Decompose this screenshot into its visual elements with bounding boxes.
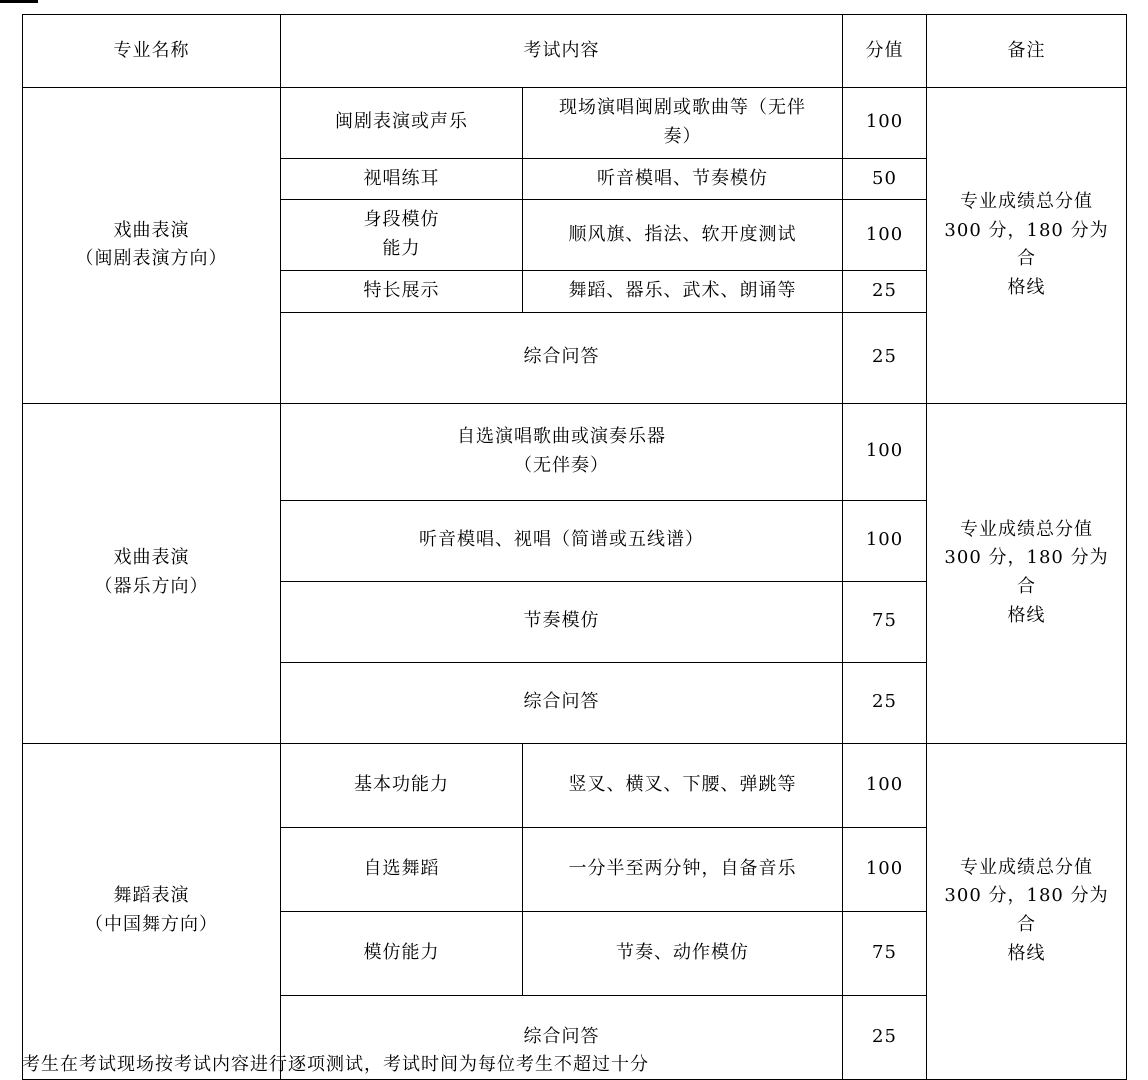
remark-line-2: 300 分，180 分为合 xyxy=(944,219,1109,270)
exam-detail-merged xyxy=(281,403,843,500)
table-header-row xyxy=(23,15,1127,88)
score-value: 100 xyxy=(843,88,927,159)
score-value: 75 xyxy=(843,911,927,995)
detail-line-2: 奏） xyxy=(663,125,702,147)
top-rule-mark xyxy=(0,0,38,3)
table-row xyxy=(23,743,1127,827)
detail-line-1: 自选演唱歌曲或演奏乐器 xyxy=(457,425,666,447)
exam-detail-merged: 综合问答 xyxy=(281,662,843,743)
header-content: 考试内容 xyxy=(281,15,843,88)
score-value: 100 xyxy=(843,743,927,827)
exam-detail-merged: 综合问答 xyxy=(281,995,843,1079)
exam-detail: 竖叉、横叉、下腰、弹跳等 xyxy=(523,743,843,827)
detail-line-1: 现场演唱闽剧或歌曲等（无伴 xyxy=(559,97,806,118)
remark-group3 xyxy=(927,743,1127,1079)
score-value: 100 xyxy=(843,403,927,500)
exam-detail-merged: 综合问答 xyxy=(281,312,843,403)
major-name-group2 xyxy=(23,403,281,743)
exam-detail-merged: 听音模唱、视唱（简谱或五线谱） xyxy=(281,500,843,581)
remark-group2 xyxy=(927,403,1127,743)
detail-line-2: （无伴奏） xyxy=(514,454,609,476)
major-line-2: （器乐方向） xyxy=(94,576,209,598)
major-name-group1 xyxy=(23,88,281,404)
score-value: 25 xyxy=(843,312,927,403)
score-value: 100 xyxy=(843,500,927,581)
exam-detail: 顺风旗、指法、软开度测试 xyxy=(523,200,843,271)
exam-item: 模仿能力 xyxy=(281,911,523,995)
major-name-group3 xyxy=(23,743,281,1079)
table-row xyxy=(23,88,1127,159)
exam-detail-merged: 节奏模仿 xyxy=(281,581,843,662)
major-line-1: 戏曲表演 xyxy=(113,547,190,569)
major-line-1: 舞蹈表演 xyxy=(113,885,190,907)
exam-item: 自选舞蹈 xyxy=(281,827,523,911)
remark-line-1: 专业成绩总分值 xyxy=(960,518,1093,540)
exam-item: 闽剧表演或声乐 xyxy=(281,88,523,159)
major-line-2: （中国舞方向） xyxy=(85,914,218,936)
item-line-2: 能力 xyxy=(382,238,421,260)
remark-line-1: 专业成绩总分值 xyxy=(960,190,1093,212)
header-score: 分值 xyxy=(843,15,927,88)
score-value: 75 xyxy=(843,581,927,662)
score-value: 25 xyxy=(843,995,927,1079)
exam-item: 特长展示 xyxy=(281,270,523,312)
remark-line-2: 300 分，180 分为合 xyxy=(944,547,1109,598)
exam-item: 视唱练耳 xyxy=(281,158,523,200)
score-value: 50 xyxy=(843,158,927,200)
score-value: 25 xyxy=(843,662,927,743)
major-line-2: （闽剧表演方向） xyxy=(75,248,228,270)
remark-line-2: 300 分，180 分为合 xyxy=(944,885,1109,936)
exam-item xyxy=(281,200,523,271)
header-major: 专业名称 xyxy=(23,15,281,88)
exam-detail xyxy=(523,88,843,159)
major-line-1: 戏曲表演 xyxy=(113,219,190,241)
header-remark: 备注 xyxy=(927,15,1127,88)
exam-detail: 节奏、动作模仿 xyxy=(523,911,843,995)
score-value: 100 xyxy=(843,200,927,271)
exam-content-table xyxy=(22,14,1127,1080)
exam-detail: 听音模唱、节奏模仿 xyxy=(523,158,843,200)
remark-line-1: 专业成绩总分值 xyxy=(960,856,1093,878)
remark-line-3: 格线 xyxy=(1007,605,1046,627)
score-value: 100 xyxy=(843,827,927,911)
exam-detail: 一分半至两分钟，自备音乐 xyxy=(523,827,843,911)
footnote-text: 考生在考试现场按考试内容进行逐项测试，考试时间为每位考生不超过十分 xyxy=(22,1054,649,1075)
exam-item: 基本功能力 xyxy=(281,743,523,827)
remark-line-3: 格线 xyxy=(1007,943,1046,965)
item-line-1: 身段模仿 xyxy=(363,209,440,231)
remark-group1 xyxy=(927,88,1127,404)
exam-detail: 舞蹈、器乐、武术、朗诵等 xyxy=(523,270,843,312)
table-row xyxy=(23,403,1127,500)
score-value: 25 xyxy=(843,270,927,312)
remark-line-3: 格线 xyxy=(1007,277,1046,299)
